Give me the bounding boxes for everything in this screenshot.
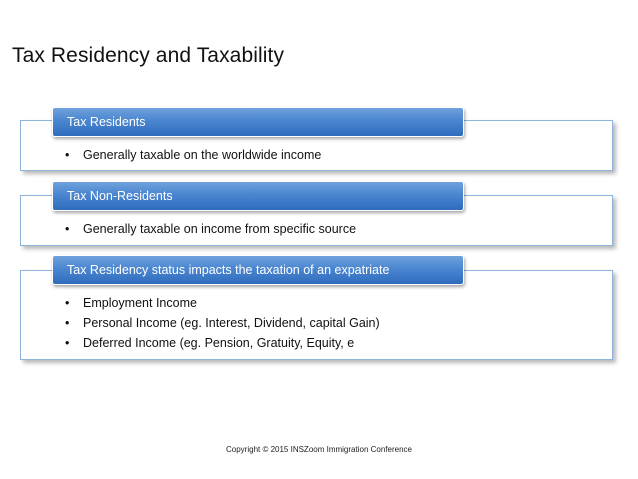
bullet-symbol: • <box>65 222 70 236</box>
bullet-symbol: • <box>65 316 70 330</box>
list-item <box>65 219 356 239</box>
tax-residents-bullet-list <box>65 145 321 165</box>
copyright-footer: Copyright © 2015 INSZoom Immigration Conference <box>226 445 412 454</box>
list-item-text: Personal Income (eg. Interest, Dividend, capital Gain) <box>83 316 380 330</box>
tax-non-residents-header-label: Tax Non-Residents <box>67 189 173 203</box>
tax-residents-header <box>52 107 464 137</box>
bullet-symbol: • <box>65 148 70 162</box>
bullet-symbol: • <box>65 296 70 310</box>
list-item-text: Deferred Income (eg. Pension, Gratuity, Equity, e <box>83 336 355 350</box>
list-item <box>65 313 380 333</box>
tax-residents-header-label: Tax Residents <box>67 115 146 129</box>
list-item-text: Generally taxable on income from specific source <box>83 222 357 236</box>
list-item <box>65 333 380 353</box>
list-item-text: Generally taxable on the worldwide income <box>83 148 322 162</box>
residency-impact-header <box>52 255 464 285</box>
tax-non-residents-header <box>52 181 464 211</box>
list-item <box>65 293 380 313</box>
residency-impact-header-label: Tax Residency status impacts the taxation of an expatriate <box>67 263 390 277</box>
residency-impact-bullet-list <box>65 293 380 353</box>
tax-non-residents-bullet-list <box>65 219 356 239</box>
list-item-text: Employment Income <box>83 296 197 310</box>
bullet-symbol: • <box>65 336 70 350</box>
slide-title: Tax Residency and Taxability <box>12 44 285 67</box>
list-item <box>65 145 321 165</box>
